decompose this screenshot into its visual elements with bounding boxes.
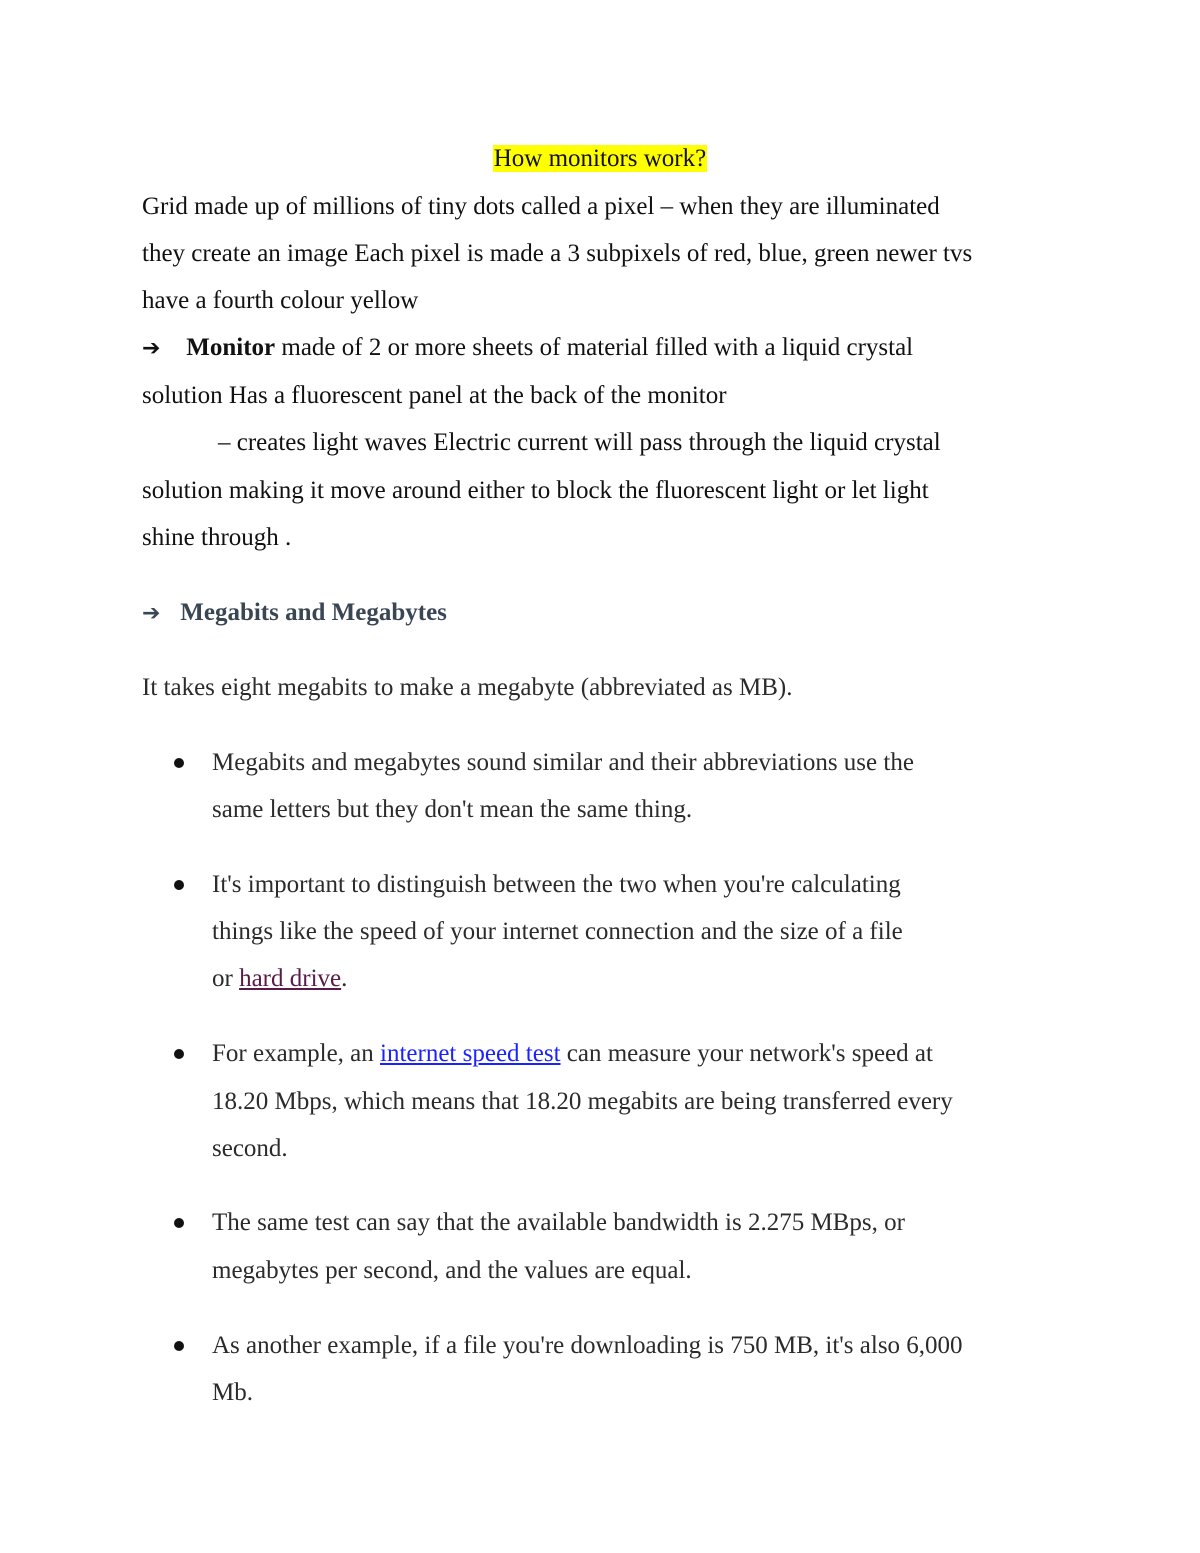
list-item-line: It's important to distinguish between the two when you're calculating (212, 871, 901, 898)
bullet-dot (174, 1341, 184, 1351)
example-prefix: For example, an (212, 1040, 381, 1067)
list-item-line: Megabits and megabytes sound similar and their abbreviations use the (212, 749, 914, 776)
monitor-line (142, 333, 913, 364)
period-text: . (341, 965, 348, 992)
section-heading (142, 598, 447, 629)
arrow-icon: ➔ (142, 601, 161, 626)
internet-speed-test-link[interactable]: internet speed test (380, 1040, 561, 1067)
paragraph-line: have a fourth colour yellow (142, 287, 419, 314)
list-item-line: things like the speed of your internet connection and the size of a file (212, 918, 903, 945)
list-item-line (212, 1039, 933, 1069)
list-item-line: The same test can say that the available bandwidth is 2.275 MBps, or (212, 1209, 905, 1236)
intro-text: It takes eight megabits to make a megabyte (abbreviated as MB). (142, 674, 793, 701)
list-item-line: megabytes per second, and the values are equal. (212, 1257, 692, 1284)
list-item-line: 18.20 Mbps, which means that 18.20 megabits are being transferred every (212, 1088, 953, 1115)
document-title (0, 144, 1200, 174)
section-heading-text: Megabits and Megabytes (180, 599, 447, 626)
paragraph-line: shine through . (142, 524, 292, 551)
list-item-line: second. (212, 1135, 288, 1162)
monitor-term (186, 334, 913, 361)
list-item-line: Mb. (212, 1379, 253, 1406)
highlighted-title: How monitors work? (493, 145, 707, 172)
list-item-line (212, 964, 347, 994)
monitor-text: made of 2 or more sheets of material filled with a liquid crystal (275, 334, 914, 361)
bullet-dot (174, 1218, 184, 1228)
arrow-icon: ➔ (142, 336, 161, 361)
or-text: or (212, 965, 240, 992)
example-suffix: can measure your network's speed at (560, 1040, 933, 1067)
bullet-dot (174, 758, 184, 768)
monitor-bold: Monitor (186, 334, 276, 361)
bullet-dot (174, 880, 184, 890)
bullet-dot (174, 1049, 184, 1059)
paragraph-line: they create an image Each pixel is made a 3 subpixels of red, blue, green newer tvs (142, 240, 973, 267)
list-item-line: As another example, if a file you're downloading is 750 MB, it's also 6,000 (212, 1332, 963, 1359)
paragraph-line: solution making it move around either to block the fluorescent light or let light (142, 477, 929, 504)
list-item-line: same letters but they don't mean the same thing. (212, 796, 693, 823)
paragraph-line: Grid made up of millions of tiny dots called a pixel – when they are illuminated (142, 193, 940, 220)
hard-drive-link[interactable]: hard drive (239, 965, 342, 992)
paragraph-line: solution Has a fluorescent panel at the back of the monitor (142, 382, 727, 409)
paragraph-line: – creates light waves Electric current will pass through the liquid crystal (218, 429, 941, 456)
